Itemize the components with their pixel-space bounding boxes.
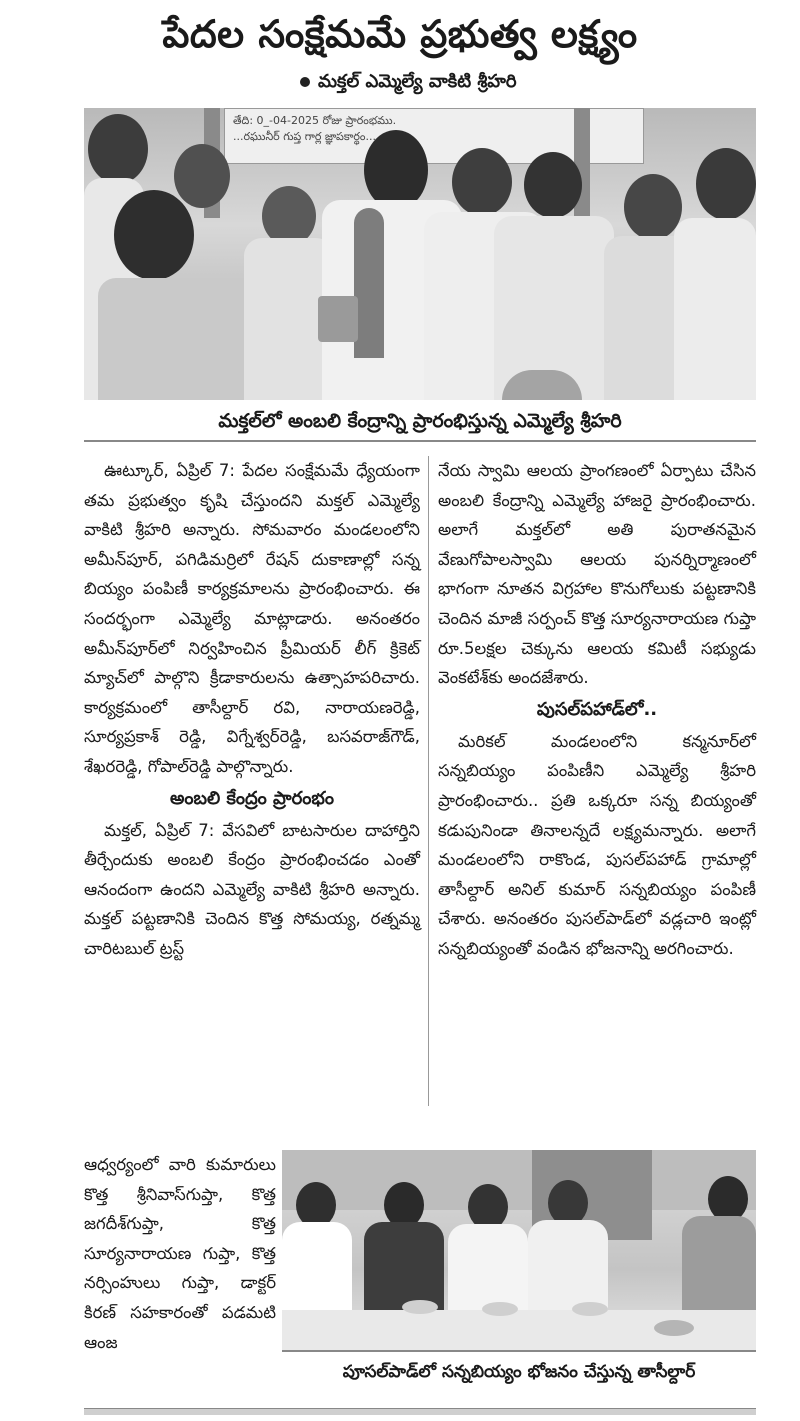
person-head xyxy=(88,114,148,184)
photo-caption-1: మక్తల్‌లో అంబలి కేంద్రాన్ని ప్రారంభిస్తున్న ఎమ్మెల్యే శ్రీహరి xyxy=(84,402,756,442)
person-body xyxy=(674,218,756,400)
person-body xyxy=(528,1220,608,1312)
plate xyxy=(654,1320,694,1336)
subheadline-text: మక్తల్ ఎమ్మెల్యే వాకిటి శ్రీహరి xyxy=(318,71,517,92)
person-head xyxy=(174,144,230,208)
column-divider xyxy=(428,456,429,1106)
person-head xyxy=(262,186,316,246)
person-body xyxy=(282,1222,352,1322)
person-body xyxy=(448,1224,528,1314)
banner-line-2: ...రఘునీర్ గుప్త గార్ల జ్ఞాపకార్థం... xyxy=(233,130,376,143)
article-column-bottom-left xyxy=(84,1150,276,1357)
article-paragraph: నేయ స్వామి ఆలయ ప్రాంగణంలో ఏర్పాటు చేసిన అంబలి కేంద్రాన్ని ఎమ్మెల్యే హాజరై ప్రారంభించారు. అలాగే మక్తల్‌లో అతి పురాతనమైన వేణుగోపాలస్వామి ఆలయ పునర్నిర్మాణంలో భాగంగా నూతన విగ్రహాల కొనుగోలుకు పట్టణానికి చెందిన మాజీ సర్పంచ్ కొత్త సూర్యనారాయణ గుప్తా రూ.5లక్షల చెక్కును ఆలయ కమిటీ సభ్యుడు వెంకటేశ్‌కు అందజేశారు. xyxy=(438,461,756,688)
photo-caption-2: పూసల్‌పాడ్‌లో సన్నబియ్యం భోజనం చేస్తున్న తాసీల్దార్ xyxy=(282,1350,756,1392)
article-column-left xyxy=(84,456,420,964)
photo-lunch-with-tahsildar xyxy=(282,1150,756,1350)
subheadline xyxy=(300,68,740,96)
section-subtitle: అంబలి కేంద్రం ప్రారంభం xyxy=(169,787,335,809)
section-subtitle: పుసల్‌పహాడ్‌లో.. xyxy=(536,698,658,720)
person-head xyxy=(524,152,582,218)
plate xyxy=(572,1302,608,1316)
article-paragraph: మరికల్ మండలంలోని కన్మనూర్‌లో సన్నబియ్యం పంపిణీని ఎమ్మెల్యే శ్రీహరి ప్రారంభించారు.. ప్రతి ఒక్కరూ సన్న బియ్యంతో కడుపునిండా తినాలన్నదే లక్ష్యమన్నారు. అలాగే మండలంలోని రాకొండ, పుసల్‌పహాడ్ గ్రామాల్లో తాసీల్దార్ అనిల్ కుమార్ సన్నబియ్యం పంపిణీ చేశారు. అనంతరం పుసల్‌పాడ్‌లో వడ్లచారి ఇంట్లో సన్నబియ్యంతో వండిన భోజనాన్ని అరగించారు. xyxy=(438,731,756,958)
bottom-border xyxy=(84,1408,756,1415)
person-body xyxy=(98,278,258,400)
person-body xyxy=(682,1216,756,1312)
plate xyxy=(482,1302,518,1316)
photo-ambali-center-inauguration xyxy=(84,108,756,400)
person-head xyxy=(452,148,512,216)
plate xyxy=(402,1300,438,1314)
article-paragraph: ఆధ్వర్యంలో వారి కుమారులు కొత్త శ్రీనివాస్‌గుప్తా, కొత్త జగదీశ్‌గుప్తా, కొత్త సూర్యనారాయణ గుప్తా, కొత్త నర్సింహులు గుప్తా, డాక్టర్ కిరణ్ సహకారంతో పడమటి ఆంజ xyxy=(84,1155,276,1352)
steel-mug xyxy=(318,296,358,342)
article-column-right xyxy=(438,456,756,964)
person-head xyxy=(624,174,682,240)
person-head xyxy=(114,190,194,280)
wall xyxy=(282,1150,756,1210)
person-body xyxy=(364,1222,444,1312)
article-paragraph: ఊట్కూర్, ఏప్రిల్ 7: పేదల సంక్షేమమే ధ్యేయంగా తమ ప్రభుత్వం కృషి చేస్తుందని మక్తల్ ఎమ్మెల్యే వాకిటి శ్రీహరి అన్నారు. సోమవారం మండలంలోని అమీన్‌పూర్, పగిడిమర్రిలో రేషన్ దుకాణాల్లో సన్న బియ్యం పంపిణీ కార్యక్రమాలను ప్రారంభించారు. ఈ సందర్భంగా ఎమ్మెల్యే మాట్లాడారు. అనంతరం అమీన్‌పూర్‌లో నిర్వహించిన ప్రీమియర్ లీగ్ క్రికెట్ మ్యాచ్‌లో పాల్గొని క్రీడాకారులను ఉత్సాహపరిచారు. కార్యక్రమంలో తాసీల్దార్ రవి, నారాయణరెడ్డి, సూర్యప్రకాశ్ రెడ్డి, విగ్నేశ్వర్‌రెడ్డి, బసవరాజ్‌గౌడ్, శేఖరరెడ్డి, గోపాల్‌రెడ్డి పాల్గొన్నారు. xyxy=(84,461,420,776)
headline: పేదల సంక్షేమమే ప్రభుత్వ లక్ష్యం xyxy=(162,12,638,56)
person-head xyxy=(696,148,756,220)
person-head xyxy=(364,130,428,210)
banner-line-1: తేది: 0_-04-2025 రోజు ప్రారంభము. xyxy=(233,114,397,127)
bullet-icon xyxy=(300,77,310,87)
scarf xyxy=(354,208,384,358)
article-paragraph: మక్తల్, ఏప్రిల్ 7: వేసవిలో బాటసారుల దాహార్తిని తీర్చేందుకు అంబలి కేంద్రం ప్రారంభించడం ఎంతో ఆనందంగా ఉందని ఎమ్మెల్యే వాకిటి శ్రీహరి అన్నారు. మక్తల్ పట్టణానికి చెందిన కొత్త సోమయ్య, రత్నమ్మ చారిటబుల్ ట్రస్ట్ xyxy=(84,820,420,958)
